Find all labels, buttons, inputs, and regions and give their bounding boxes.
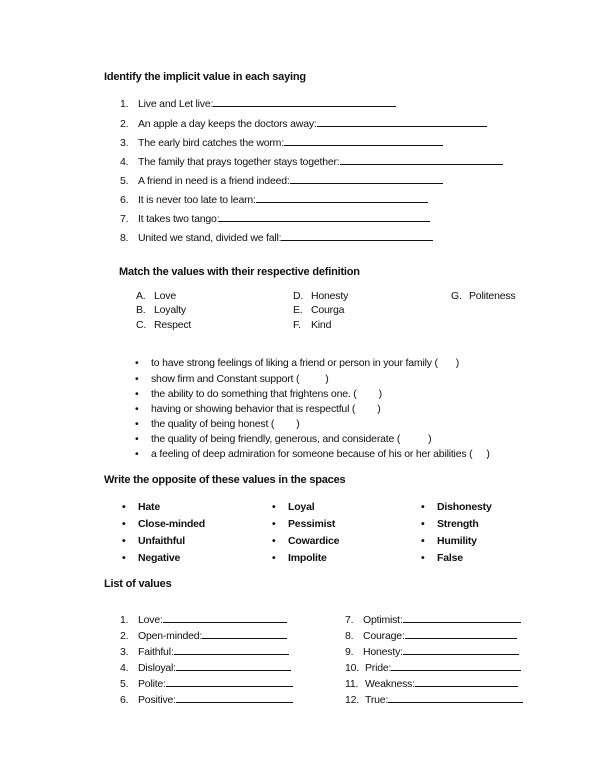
- value-item: 9. Honesty:: [345, 644, 519, 658]
- answer-blank[interactable]: [340, 154, 503, 165]
- definition-item: • the quality of being honest ( ): [135, 418, 300, 430]
- definition-item: • having or showing behavior that is respectful ( ): [135, 403, 381, 415]
- definition-item: • the quality of being friendly, generous, and considerate ( ): [135, 433, 432, 445]
- answer-blank[interactable]: [403, 644, 519, 655]
- opposite-item: • Close-minded: [122, 518, 206, 530]
- bullet-icon: •: [135, 388, 139, 400]
- choice-e: E. Courga: [293, 304, 345, 316]
- bullet-icon: •: [421, 501, 425, 513]
- saying-item: 3. The early bird catches the worm:: [120, 135, 443, 149]
- opposite-item: • Strength: [421, 518, 479, 530]
- answer-blank[interactable]: [290, 173, 443, 184]
- opposite-item: • Loyal: [272, 501, 315, 513]
- opposite-item: • Cowardice: [272, 535, 340, 547]
- value-item: 6. Positive:: [120, 692, 293, 706]
- choice-d: D. Honesty: [293, 290, 349, 302]
- opposite-item: • Negative: [122, 552, 181, 564]
- saying-item: 5. A friend in need is a friend indeed:: [120, 173, 443, 187]
- answer-blank[interactable]: [256, 192, 428, 203]
- bullet-icon: •: [135, 357, 139, 369]
- choice-c: C. Respect: [136, 319, 192, 331]
- opposite-item: • Unfaithful: [122, 535, 185, 547]
- value-item: 7. Optimist:: [345, 612, 521, 626]
- bullet-icon: •: [421, 518, 425, 530]
- bullet-icon: •: [421, 535, 425, 547]
- bullet-icon: •: [272, 518, 276, 530]
- bullet-icon: •: [135, 448, 139, 460]
- bullet-icon: •: [272, 552, 276, 564]
- answer-blank[interactable]: [213, 96, 396, 107]
- saying-item: 4. The family that prays together stays together:: [120, 154, 503, 168]
- value-item: 2. Open-minded:: [120, 628, 287, 642]
- definition-item: • to have strong feelings of liking a friend or person in your family ( ): [135, 357, 460, 369]
- bullet-icon: •: [272, 535, 276, 547]
- answer-blank[interactable]: [415, 676, 518, 687]
- answer-blank[interactable]: [391, 660, 521, 671]
- answer-blank[interactable]: [176, 692, 293, 703]
- value-item: 3. Faithful:: [120, 644, 289, 658]
- answer-blank[interactable]: [163, 612, 287, 623]
- saying-item: 1. Live and Let live:: [120, 96, 396, 110]
- answer-blank[interactable]: [202, 628, 287, 639]
- bullet-icon: •: [122, 535, 126, 547]
- choice-g: G. Politeness: [451, 290, 516, 302]
- section-heading-opposite: Write the opposite of these values in the spaces: [104, 474, 346, 486]
- bullet-icon: •: [122, 501, 126, 513]
- value-item: 8. Courage:: [345, 628, 517, 642]
- answer-blank[interactable]: [317, 116, 487, 127]
- answer-blank[interactable]: [284, 135, 443, 146]
- opposite-item: • Pessimist: [272, 518, 336, 530]
- value-item: 5. Polite:: [120, 676, 293, 690]
- bullet-icon: •: [272, 501, 276, 513]
- definition-item: • a feeling of deep admiration for someone because of his or her abilities ( ): [135, 448, 490, 460]
- bullet-icon: •: [122, 518, 126, 530]
- opposite-item: • Humility: [421, 535, 477, 547]
- answer-blank[interactable]: [219, 211, 430, 222]
- answer-blank[interactable]: [388, 692, 523, 703]
- bullet-icon: •: [135, 418, 139, 430]
- choice-a: A. Love: [136, 290, 176, 302]
- bullet-icon: •: [122, 552, 126, 564]
- answer-blank[interactable]: [166, 676, 293, 687]
- value-item: 4. Disloyal:: [120, 660, 291, 674]
- answer-blank[interactable]: [403, 612, 521, 623]
- definition-item: • show firm and Constant support ( ): [135, 373, 329, 385]
- answer-blank[interactable]: [174, 644, 289, 655]
- value-item: 10. Pride:: [345, 660, 521, 674]
- opposite-item: • Impolite: [272, 552, 327, 564]
- saying-item: 6. It is never too late to learn:: [120, 192, 428, 206]
- section-heading-match: Match the values with their respective definition: [119, 266, 360, 278]
- bullet-icon: •: [135, 373, 139, 385]
- opposite-item: • False: [421, 552, 463, 564]
- answer-blank[interactable]: [281, 230, 433, 241]
- value-item: 1. Love:: [120, 612, 287, 626]
- answer-blank[interactable]: [405, 628, 517, 639]
- bullet-icon: •: [135, 403, 139, 415]
- opposite-item: • Hate: [122, 501, 160, 513]
- value-item: 12. True:: [345, 692, 523, 706]
- section-heading-list: List of values: [104, 578, 172, 590]
- value-item: 11. Weakness:: [345, 676, 518, 690]
- bullet-icon: •: [421, 552, 425, 564]
- choice-b: B. Loyalty: [136, 304, 186, 316]
- saying-item: 7. It takes two tango:: [120, 211, 430, 225]
- section-heading-identify: Identify the implicit value in each saying: [104, 71, 306, 83]
- answer-blank[interactable]: [176, 660, 291, 671]
- choice-f: F. Kind: [293, 319, 332, 331]
- opposite-item: • Dishonesty: [421, 501, 492, 513]
- saying-item: 8. United we stand, divided we fall:: [120, 230, 433, 244]
- bullet-icon: •: [135, 433, 139, 445]
- definition-item: • the ability to do something that frightens one. ( ): [135, 388, 382, 400]
- saying-item: 2. An apple a day keeps the doctors away:: [120, 116, 487, 130]
